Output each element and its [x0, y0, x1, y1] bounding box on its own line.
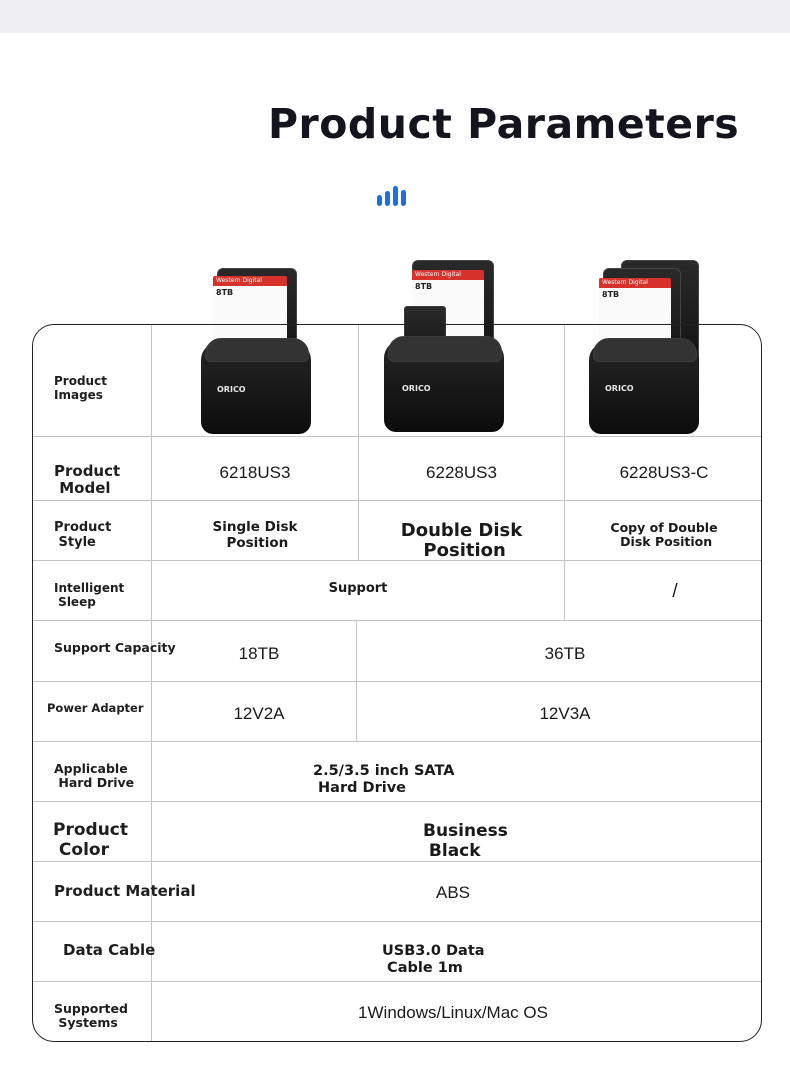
top-band: [0, 0, 790, 33]
label-data-cable: Data Cable: [63, 941, 156, 959]
label-product-color: Product Color: [53, 820, 128, 860]
page-title: Product Parameters: [268, 100, 740, 148]
value-style-double: Double Disk Position: [400, 520, 523, 561]
value-style-copy: Copy of Double Disk Position: [610, 520, 718, 550]
product-image-6228us3-c: Western Digital 8TB ORICO: [585, 258, 735, 448]
label-product-material: Product Material: [54, 882, 196, 900]
value-power-single: 12V2A: [233, 704, 285, 723]
value-style-single: Single Disk Position: [212, 519, 298, 551]
value-supported-systems: 1Windows/Linux/Mac OS: [358, 1003, 548, 1022]
label-applicable-hard-drive: Applicable Hard Drive: [54, 761, 135, 791]
value-capacity-single: 18TB: [238, 644, 280, 663]
label-intelligent-sleep: Intelligent Sleep: [54, 581, 125, 609]
label-product-images: Product Images: [54, 374, 107, 402]
label-product-model: Product Model: [54, 462, 121, 498]
label-support-capacity: Support Capacity: [54, 640, 176, 655]
value-sleep-support: Support: [328, 581, 388, 596]
value-model-6228us3: 6228US3: [426, 463, 497, 482]
value-capacity-double: 36TB: [544, 644, 586, 663]
signal-bars-icon: [377, 184, 417, 206]
value-power-double: 12V3A: [539, 704, 591, 723]
product-image-6228us3: Western Digital 8TB ORICO: [380, 256, 530, 446]
label-supported-systems: Supported Systems: [54, 1001, 128, 1031]
value-product-material: ABS: [435, 883, 471, 902]
label-power-adapter: Power Adapter: [47, 701, 144, 715]
value-model-6228us3-c: 6228US3-C: [619, 463, 709, 482]
value-model-6218us3: 6218US3: [219, 463, 291, 482]
product-image-6218us3: Western Digital 8TB ORICO: [195, 262, 345, 452]
value-data-cable: USB3.0 Data Cable 1m: [382, 943, 485, 976]
value-applicable-hard-drive: 2.5/3.5 inch SATA Hard Drive: [313, 763, 455, 796]
parameters-table: [32, 324, 762, 1042]
label-product-style: Product Style: [54, 520, 112, 550]
value-sleep-none: /: [672, 581, 678, 602]
value-product-color: Business Black: [423, 821, 508, 861]
